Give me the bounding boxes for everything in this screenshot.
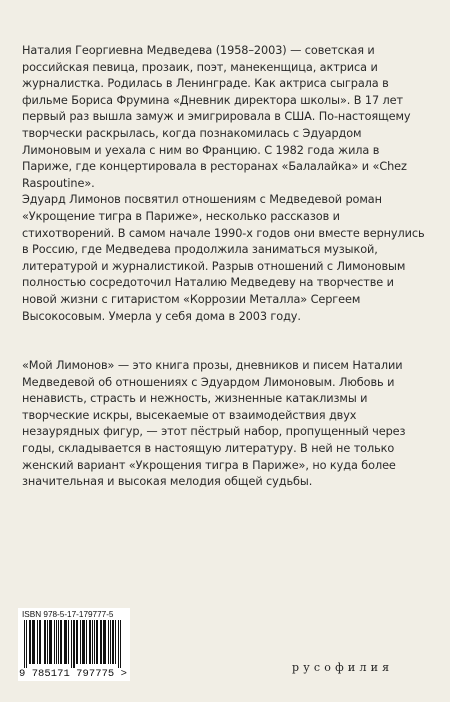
isbn-number: ISBN 978-5-17-179777-5	[22, 610, 114, 619]
blurb-paragraph: «Мой Лимонов» — это книга прозы, дневников и писем Наталии Медведевой об отношениях с Эдуардом Лимоновым. Любовь и ненависть, страсть и нежность, жизненные катаклизмы и творческие искры, высекаемые от взаимодействия двух незаурядных фигур, — этот пёстрый набор, пропущенный через годы, складывается в настоящую литературу. В ней не только женский вариант «Укрощения тигра в Париже», но куда более значительная и высокая мелодия общей судьбы.	[22, 359, 406, 489]
barcode-bar	[86, 620, 87, 664]
barcode-bar	[30, 620, 31, 664]
barcode-bar	[61, 620, 62, 664]
barcode-bar	[84, 620, 85, 664]
barcode-bar	[110, 620, 111, 664]
barcode-bar	[45, 620, 46, 664]
isbn-barcode	[18, 608, 130, 681]
barcode-digits: 9 785171 797775 >	[19, 668, 127, 680]
barcode-bar	[47, 620, 48, 664]
barcode-bar	[68, 620, 69, 664]
barcode-bar	[71, 620, 72, 668]
barcode-bar	[39, 620, 40, 664]
barcode-bar	[105, 620, 106, 664]
barcode-bars	[24, 620, 124, 668]
barcode-bar	[24, 620, 25, 668]
barcode-bar	[26, 620, 27, 668]
barcode-bar	[66, 620, 67, 664]
barcode-bar	[56, 620, 57, 664]
barcode-bar	[37, 620, 38, 664]
barcode-bar	[77, 620, 78, 664]
barcode-bar	[113, 620, 114, 664]
barcode-bar	[97, 620, 98, 664]
barcode-bar	[74, 620, 75, 668]
book-blurb	[22, 358, 432, 491]
barcode-bar	[73, 620, 74, 668]
barcode-bar	[108, 620, 109, 664]
barcode-bar	[90, 620, 91, 664]
barcode-bar	[94, 620, 95, 664]
barcode-bar	[83, 620, 84, 664]
barcode-bar	[118, 620, 119, 668]
barcode-bar	[104, 620, 105, 664]
barcode-bar	[29, 620, 30, 664]
barcode-bar	[92, 620, 93, 664]
barcode-bar	[51, 620, 52, 664]
publisher-logo: русофилия	[292, 661, 394, 674]
barcode-bar	[58, 620, 59, 664]
barcode-bar	[44, 620, 45, 664]
barcode-bar	[115, 620, 116, 664]
barcode-bar	[60, 620, 61, 664]
barcode-bar	[49, 620, 50, 664]
barcode-bar	[82, 620, 83, 664]
author-biography	[22, 43, 432, 325]
barcode-bar	[33, 620, 34, 664]
bio-paragraph-1: Наталия Георгиевна Медведева (1958–2003) — советская и российская певица, прозаик, поэт, манекенщица, актриса и журналистка. Родилась в Ленинграде. Как актриса сыграла в фильме Бориса Фрумина «Дневник директора школы». В 17 лет первый раз вышла замуж и эмигрировала в США. По-настоящему творчески раскрылась, когда познакомилась с Эдуардом Лимоновым и уехала с ним во Францию. С 1982 года жила в Париже, где концертировала в ресторанах «Балалайка» и «Chez Raspoutine».	[22, 44, 411, 190]
barcode-bar	[80, 620, 81, 664]
barcode-bar	[89, 620, 90, 664]
barcode-bar	[96, 620, 97, 664]
barcode-bar	[65, 620, 66, 664]
barcode-bar	[103, 620, 104, 664]
barcode-bar	[120, 620, 121, 668]
barcode-bar	[100, 620, 101, 664]
barcode-bar	[54, 620, 55, 664]
barcode-bar	[32, 620, 33, 664]
barcode-bar	[50, 620, 51, 664]
barcode-bar	[34, 620, 35, 664]
bio-paragraph-2: Эдуард Лимонов посвятил отношениям с Медведевой роман «Укрощение тигра в Париже», несколько рассказов и стихотворений. В самом начале 1990-х годов они вместе вернулись в Россию, где Медведева продолжила заниматься музыкой, литературой и журналистикой. Разрыв отношений с Лимоновым полностью сосредоточил Наталию Медведеву на творчестве и новой жизни с гитаристом «Коррозии Металла» Сергеем Высокосовым. Умерла у себя дома в 2003 году.	[22, 193, 425, 323]
barcode-bar	[40, 620, 41, 664]
barcode-bar	[101, 620, 102, 664]
barcode-bar	[64, 620, 65, 664]
barcode-bar	[112, 620, 113, 664]
barcode-bar	[76, 620, 77, 664]
